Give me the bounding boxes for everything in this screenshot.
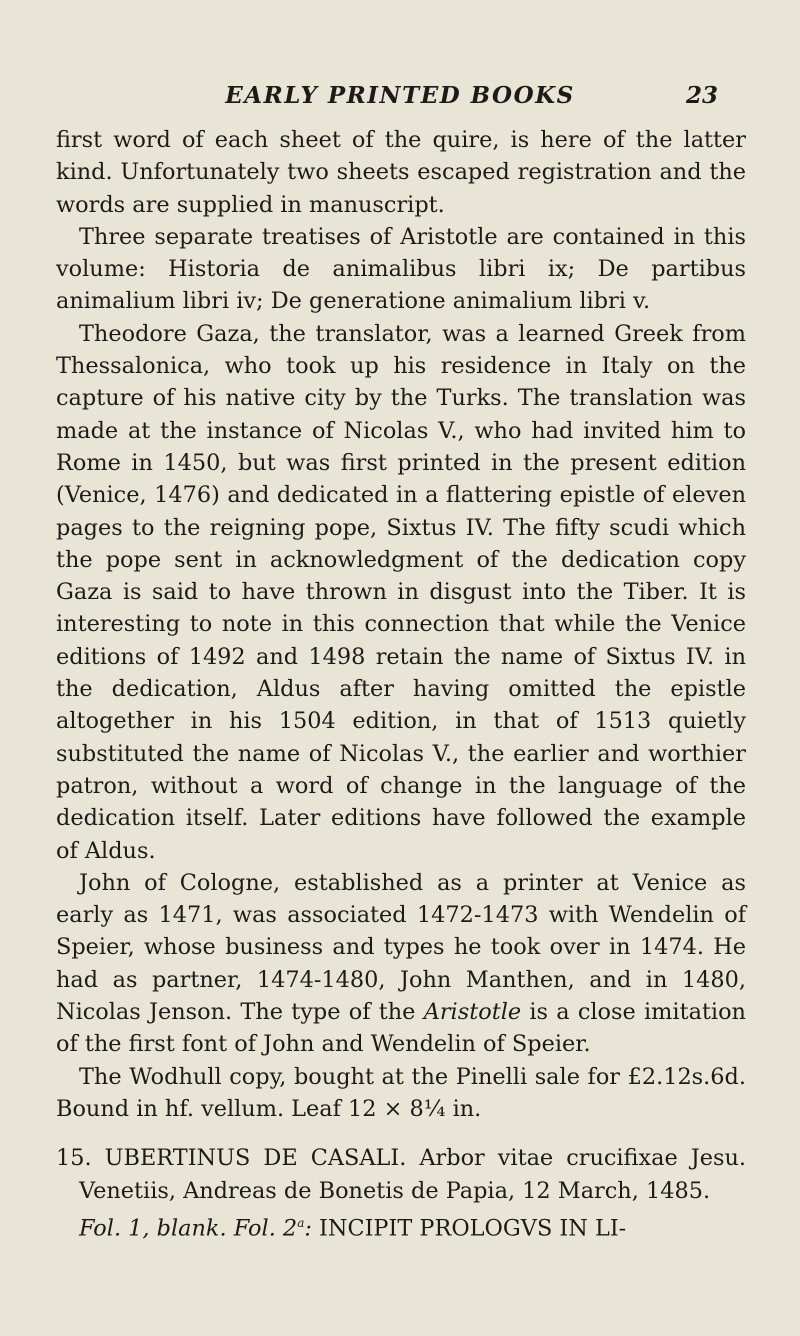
italic-title: Aristotle (423, 999, 522, 1026)
folio-2-superscript: a (297, 1215, 305, 1230)
folio-2-text: INCIPIT PROLOGVS IN LI- (319, 1215, 627, 1242)
folio-1: Fol. 1, blank. (79, 1215, 227, 1242)
page-header (0, 82, 800, 114)
paragraph-text: John of Cologne, established as a printer at Venice as early as 1471, was associated 1472-1473 with Wendelin of Speier, whose business and types he took over in 1474. He had as partner, 1474-1480, John Manthen, and in 1480, Nicolas Jenson. The type of the (56, 869, 746, 1026)
entry-folio-line (56, 1207, 746, 1245)
paragraph-john-of-cologne (56, 867, 746, 1061)
catalog-entry (56, 1142, 746, 1244)
paragraph-text: is a close imitation of the first font of John and Wendelin of Speier. (56, 999, 746, 1058)
page-number: 23 (685, 82, 718, 109)
paragraph-continuation: first word of each sheet of the quire, is here of the latter kind. Unfortunately two sheets escaped registration and the words are supplied in manuscript. (56, 127, 746, 218)
running-head: EARLY PRINTED BOOKS (225, 82, 575, 109)
folio-2-label: Fol. 2 (233, 1215, 298, 1242)
page-body (56, 124, 746, 1245)
folio-2-colon: : (304, 1215, 312, 1242)
entry-number: 15. (56, 1145, 92, 1172)
paragraph-wodhull: The Wodhull copy, bought at the Pinelli sale for £2.12s.6d. Bound in hf. vellum. Leaf 12 × 8¼ in. (56, 1063, 746, 1122)
entry-title: UBERTINUS DE CASALI. Arbor vitae crucifixae Jesu. Venetiis, Andreas de Bonetis de Papia, 12 March, 1485. (79, 1145, 747, 1204)
paragraph-gaza: Theodore Gaza, the translator, was a learned Greek from Thessalonica, who took up his residence in Italy on the capture of his native city by the Turks. The translation was made at the instance of Nicolas V., who had invited him to Rome in 1450, but was first printed in the present edition (Venice, 1476) and dedicated in a flattering epistle of eleven pages to the reigning pope, Sixtus IV. The fifty scudi which the pope sent in acknowledgment of the dedication copy Gaza is said to have thrown in disgust into the Tiber. It is interesting to note in this connection that while the Venice editions of 1492 and 1498 retain the name of Sixtus IV. in the dedication, Aldus after having omitted the epistle altogether in his 1504 edition, in that of 1513 quietly substituted the name of Nicolas V., the earlier and worthier patron, without a word of change in the language of the dedication itself. Later editions have followed the example of Aldus. (56, 320, 746, 864)
paragraph-treatises: Three separate treatises of Aristotle are contained in this volume: Historia de animalibus libri ix; De partibus animalium libri iv; De generatione animalium libri v. (56, 223, 746, 315)
